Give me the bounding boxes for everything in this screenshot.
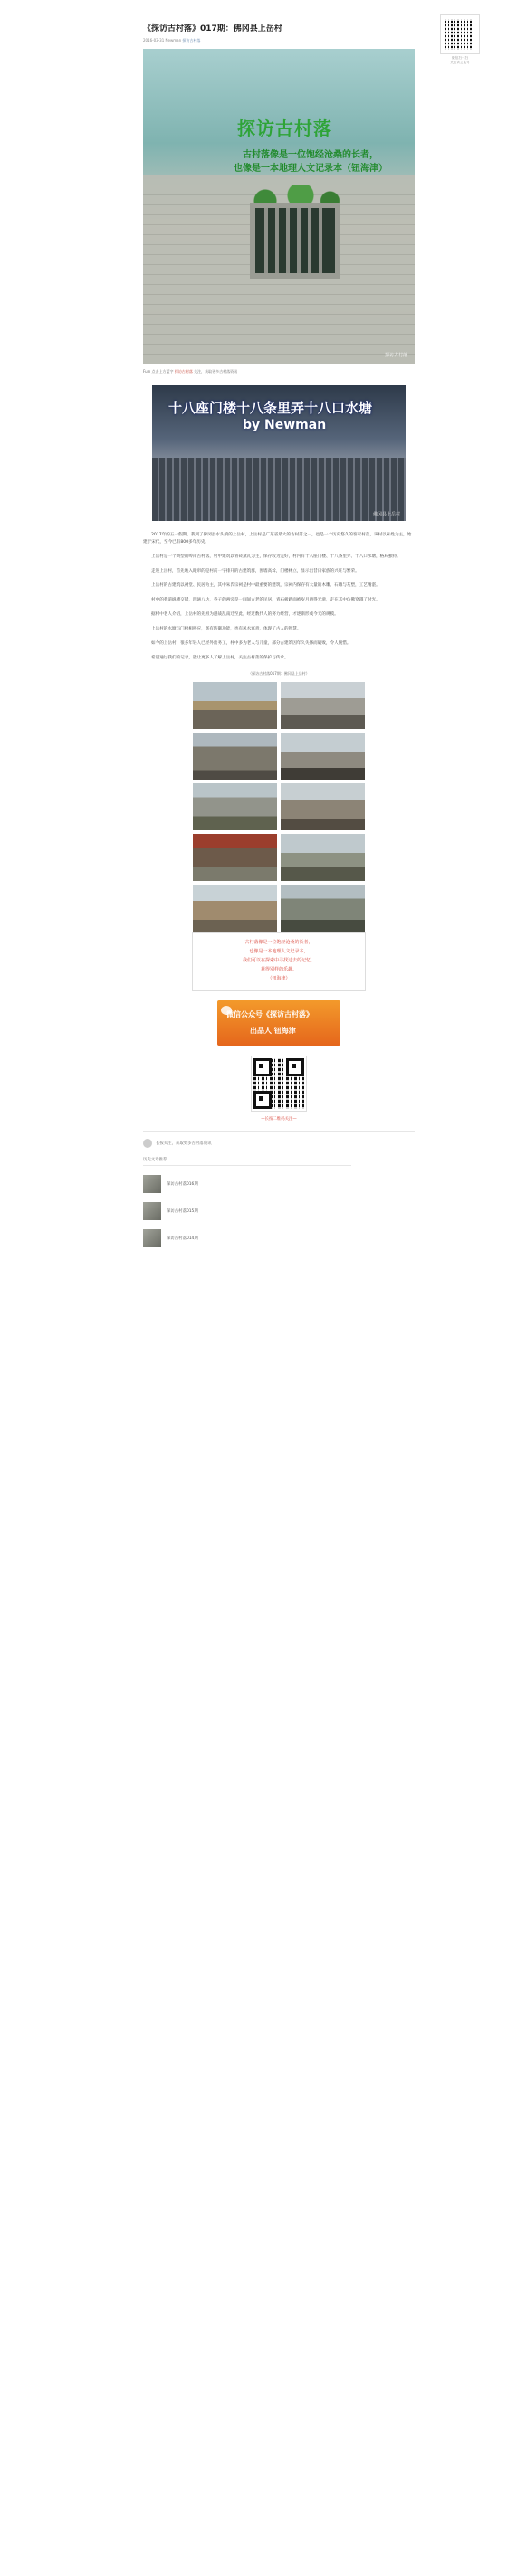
banner-roof xyxy=(152,458,406,521)
village-photo[interactable] xyxy=(281,885,365,932)
village-photo[interactable] xyxy=(281,834,365,881)
footer-text: 长按关注，获取更多古村落资讯 xyxy=(156,1141,212,1146)
related-item[interactable] xyxy=(143,1175,351,1193)
article-meta xyxy=(143,38,415,43)
related-title: 探访古村落014期 xyxy=(167,1236,198,1241)
hero-image xyxy=(143,49,415,364)
follow-caption xyxy=(143,369,415,374)
hero-subheading xyxy=(217,148,404,175)
related-item[interactable] xyxy=(143,1229,351,1247)
account-banner-line1: 微信公众号《探访古村落》 xyxy=(226,1010,313,1018)
caption-text1: 点击上方蓝字 xyxy=(151,369,174,374)
caption-text2: 关注，获取更多古村落资讯 xyxy=(194,369,238,374)
village-photo[interactable] xyxy=(193,733,277,780)
photo-grid xyxy=(193,682,365,932)
hero-sub-line2: 也像是一本地理人文记录本（钮海津） xyxy=(234,164,387,174)
village-photo[interactable] xyxy=(193,885,277,932)
promo-line2: 也像是一本地理人文记录本， xyxy=(249,949,309,954)
meta-account-link[interactable]: 探访古村落 xyxy=(182,38,201,43)
section-banner xyxy=(152,385,406,521)
qr-caption: —长按二维码关注— xyxy=(261,1117,297,1122)
divider xyxy=(143,1131,415,1132)
hero-window xyxy=(250,203,340,279)
body-paragraph: 据村中老人介绍，上岳村的先祖为避战乱南迁至此，经过数代人的努力经营，才逐渐形成今天的规模。 xyxy=(151,612,339,617)
related-title: 探访古村落015期 xyxy=(167,1209,198,1214)
village-photo[interactable] xyxy=(281,733,365,780)
hero-sub-line1: 古村落像是一位饱经沧桑的长者， xyxy=(243,150,378,160)
qr-corner xyxy=(286,1058,304,1076)
banner-line2: by Newman xyxy=(243,418,327,432)
promo-box xyxy=(192,932,366,991)
caption-prefix: Fuin xyxy=(143,369,151,374)
account-banner-line2: 出品人 钮海津 xyxy=(250,1027,296,1035)
account-banner[interactable] xyxy=(217,1000,340,1046)
side-qr-caption-line1: 微信扫一扫 xyxy=(452,56,468,60)
caption-link[interactable]: 探访古村落 xyxy=(174,369,193,374)
body-paragraph: 上岳村是一个典型的岭南古村落，村中建筑以青砖黛瓦为主，保存较为完好，村内有十八座门楼、十八条里弄、十八口水塘，格局独特。 xyxy=(151,554,401,559)
article-body xyxy=(143,532,415,662)
promo-line3: 我们可以在探索中寻找过去的记忆， xyxy=(242,958,315,963)
village-photo[interactable] xyxy=(193,834,277,881)
article-title: 《探访古村落》017期：佛冈县上岳村 xyxy=(143,24,282,33)
related-articles xyxy=(143,1157,351,1247)
side-qr-caption xyxy=(436,56,483,65)
village-photo[interactable] xyxy=(281,682,365,729)
photo-grid-caption: （探访古村落017期：佛冈县上岳村） xyxy=(248,671,310,676)
banner-line1: 十八座门楼十八条里弄十八口水塘 xyxy=(168,400,373,416)
promo-line4: 获得别样的乐趣。 xyxy=(260,967,297,972)
body-paragraph: 上岳村的水塘与门楼相呼应，既有防御功能，也有风水寓意，体现了古人的智慧。 xyxy=(151,627,301,631)
related-title: 探访古村落016期 xyxy=(167,1182,198,1187)
related-thumb xyxy=(143,1202,161,1220)
qr-corner xyxy=(254,1058,272,1076)
hero-watermark: 探访古村落 xyxy=(384,353,407,358)
village-photo[interactable] xyxy=(193,682,277,729)
banner-credit: 佛冈县上岳村 xyxy=(372,512,400,517)
hero-heading: 探访古村落 xyxy=(237,118,332,139)
qr-code[interactable] xyxy=(252,1056,306,1111)
side-qr-code[interactable] xyxy=(440,14,480,54)
related-thumb xyxy=(143,1229,161,1247)
body-paragraph: 2017年的五一假期，我到了佛冈县水头镇的上岳村，上岳村是广东省最大的古村落之一，也是一个历史悠久的客家村落，该村以朱姓为主，始建于宋代，至今已有800多年历史。 xyxy=(143,533,412,545)
promo-line1: 古村落像是一位饱经沧桑的长者， xyxy=(244,940,313,945)
account-avatar-icon[interactable] xyxy=(143,1139,152,1148)
body-paragraph: 如今的上岳村，很多年轻人已经外出务工，村中多为老人与儿童，部分古建筑因年久失修而破败，令人惋惜。 xyxy=(151,641,351,646)
related-item[interactable] xyxy=(143,1202,351,1220)
article-column xyxy=(143,0,415,1247)
meta-date: 2016-03-31 xyxy=(143,38,165,43)
side-qr-caption-line2: 关注该公众号 xyxy=(450,61,470,64)
footer xyxy=(143,1139,415,1148)
village-photo[interactable] xyxy=(193,783,277,830)
body-paragraph: 走进上岳村，首先映入眼帘的是村前一字排开的古建筑群，围墙高耸，门楼林立，显示出昔日家族的兴旺与繁荣。 xyxy=(151,569,359,573)
body-paragraph: 希望通过我们的记录，能让更多人了解上岳村，关注古村落的保护与传承。 xyxy=(151,656,289,660)
body-paragraph: 上岳村的古建筑以祠堂、民居为主，其中朱氏宗祠是村中最重要的建筑，宗祠内保存有大量的木雕、石雕与灰塑，工艺精湛。 xyxy=(151,583,380,588)
body-paragraph: 村中的巷道纵横交错，四通八达，巷子的两旁是一间间古老的民居，青石板路面被岁月磨得光滑，走在其中仿佛穿越了时光。 xyxy=(151,598,380,602)
qr-corner xyxy=(254,1091,272,1109)
related-header: 历史文章推荐 xyxy=(143,1157,351,1166)
related-thumb xyxy=(143,1175,161,1193)
meta-author: Newman xyxy=(165,38,182,43)
village-photo[interactable] xyxy=(281,783,365,830)
promo-line5: （钮海津） xyxy=(267,976,291,981)
